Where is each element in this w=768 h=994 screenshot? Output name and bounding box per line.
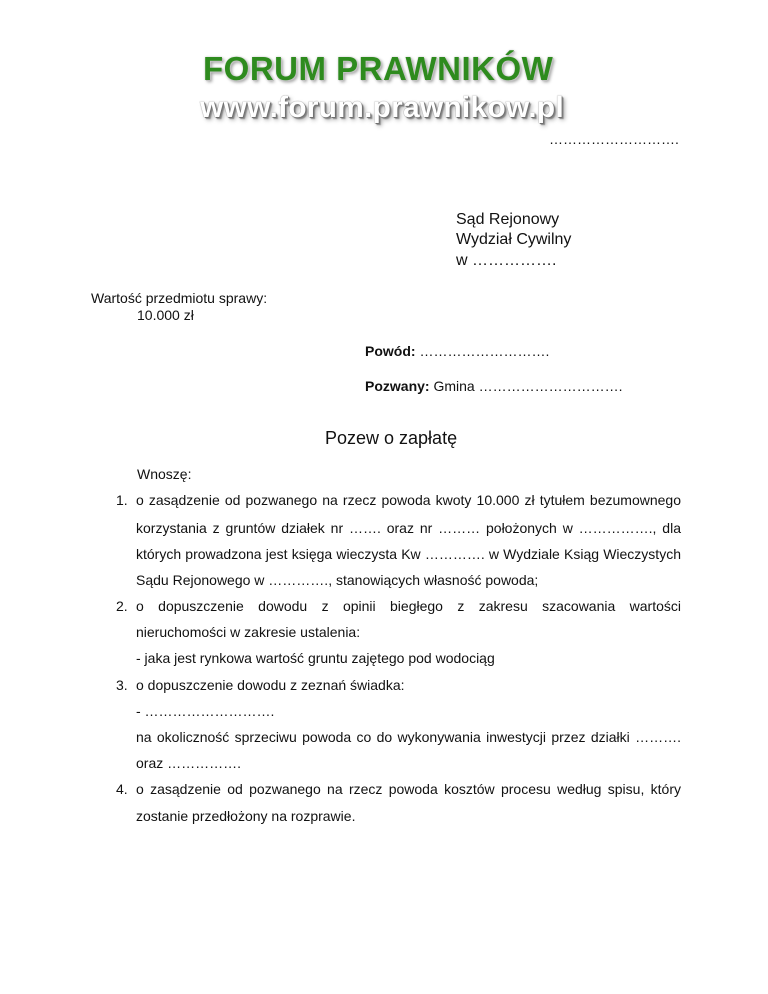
item-1-number: 1. (116, 492, 128, 508)
item-4-line-1: o zasądzenie od pozwanego na rzecz powoda kosztów procesu według spisu, który (136, 781, 681, 797)
item-1-line-3: których prowadzona jest księga wieczysta Kw …………. w Wydziale Ksiąg Wieczystych (136, 546, 681, 562)
item-3-number: 3. (116, 677, 128, 693)
defendant-value: Gmina …………………………. (433, 378, 623, 394)
court-city: w ……………. (456, 252, 557, 269)
plaintiff-line (365, 343, 549, 359)
case-value-amount: 10.000 zł (137, 307, 194, 323)
item-1-line-4: Sądu Rejonowego w …………., stanowiących własność powoda; (136, 572, 539, 588)
item-3-line-2: - ………………………. (136, 703, 275, 719)
court-name: Sąd Rejonowy (456, 211, 560, 228)
plaintiff-label: Powód: (365, 343, 416, 359)
defendant-line (365, 378, 622, 394)
plaintiff-value: ………………………. (419, 343, 550, 359)
item-2-line-3: - jaka jest rynkowa wartość gruntu zajętego pod wodociąg (136, 650, 495, 666)
item-3-line-4: oraz ……………. (136, 755, 242, 771)
place-date-placeholder: ………………………. (549, 131, 679, 147)
defendant-label: Pozwany: (365, 378, 430, 394)
item-4-number: 4. (116, 781, 128, 797)
forum-logo-url: www.forum.prawnikow.pl (200, 91, 564, 124)
item-4-line-2: zostanie przedłożony na rozprawie. (136, 808, 356, 824)
forum-logo-title: FORUM PRAWNIKÓW (203, 50, 554, 87)
item-1-line-1: o zasądzenie od pozwanego na rzecz powoda kwoty 10.000 zł tytułem bezumownego (136, 492, 681, 508)
item-3-line-3: na okoliczność sprzeciwu powoda co do wykonywania inwestycji przez działki ………. (136, 729, 681, 745)
item-3-line-1: o dopuszczenie dowodu z zeznań świadka: (136, 677, 405, 693)
item-2-number: 2. (116, 598, 128, 614)
item-1-line-2: korzystania z gruntów działek nr ……. oraz nr ……… położonych w ……………., dla (136, 520, 681, 536)
item-2-line-1: o dopuszczenie dowodu z opinii biegłego z zakresu szacowania wartości (136, 598, 681, 614)
item-2-line-2: nieruchomości w zakresie ustalenia: (136, 624, 361, 640)
request-intro: Wnoszę: (137, 466, 192, 482)
document-title: Pozew o zapłatę (325, 428, 458, 448)
court-division: Wydział Cywilny (456, 231, 572, 248)
case-value-label: Wartość przedmiotu sprawy: (91, 290, 268, 306)
